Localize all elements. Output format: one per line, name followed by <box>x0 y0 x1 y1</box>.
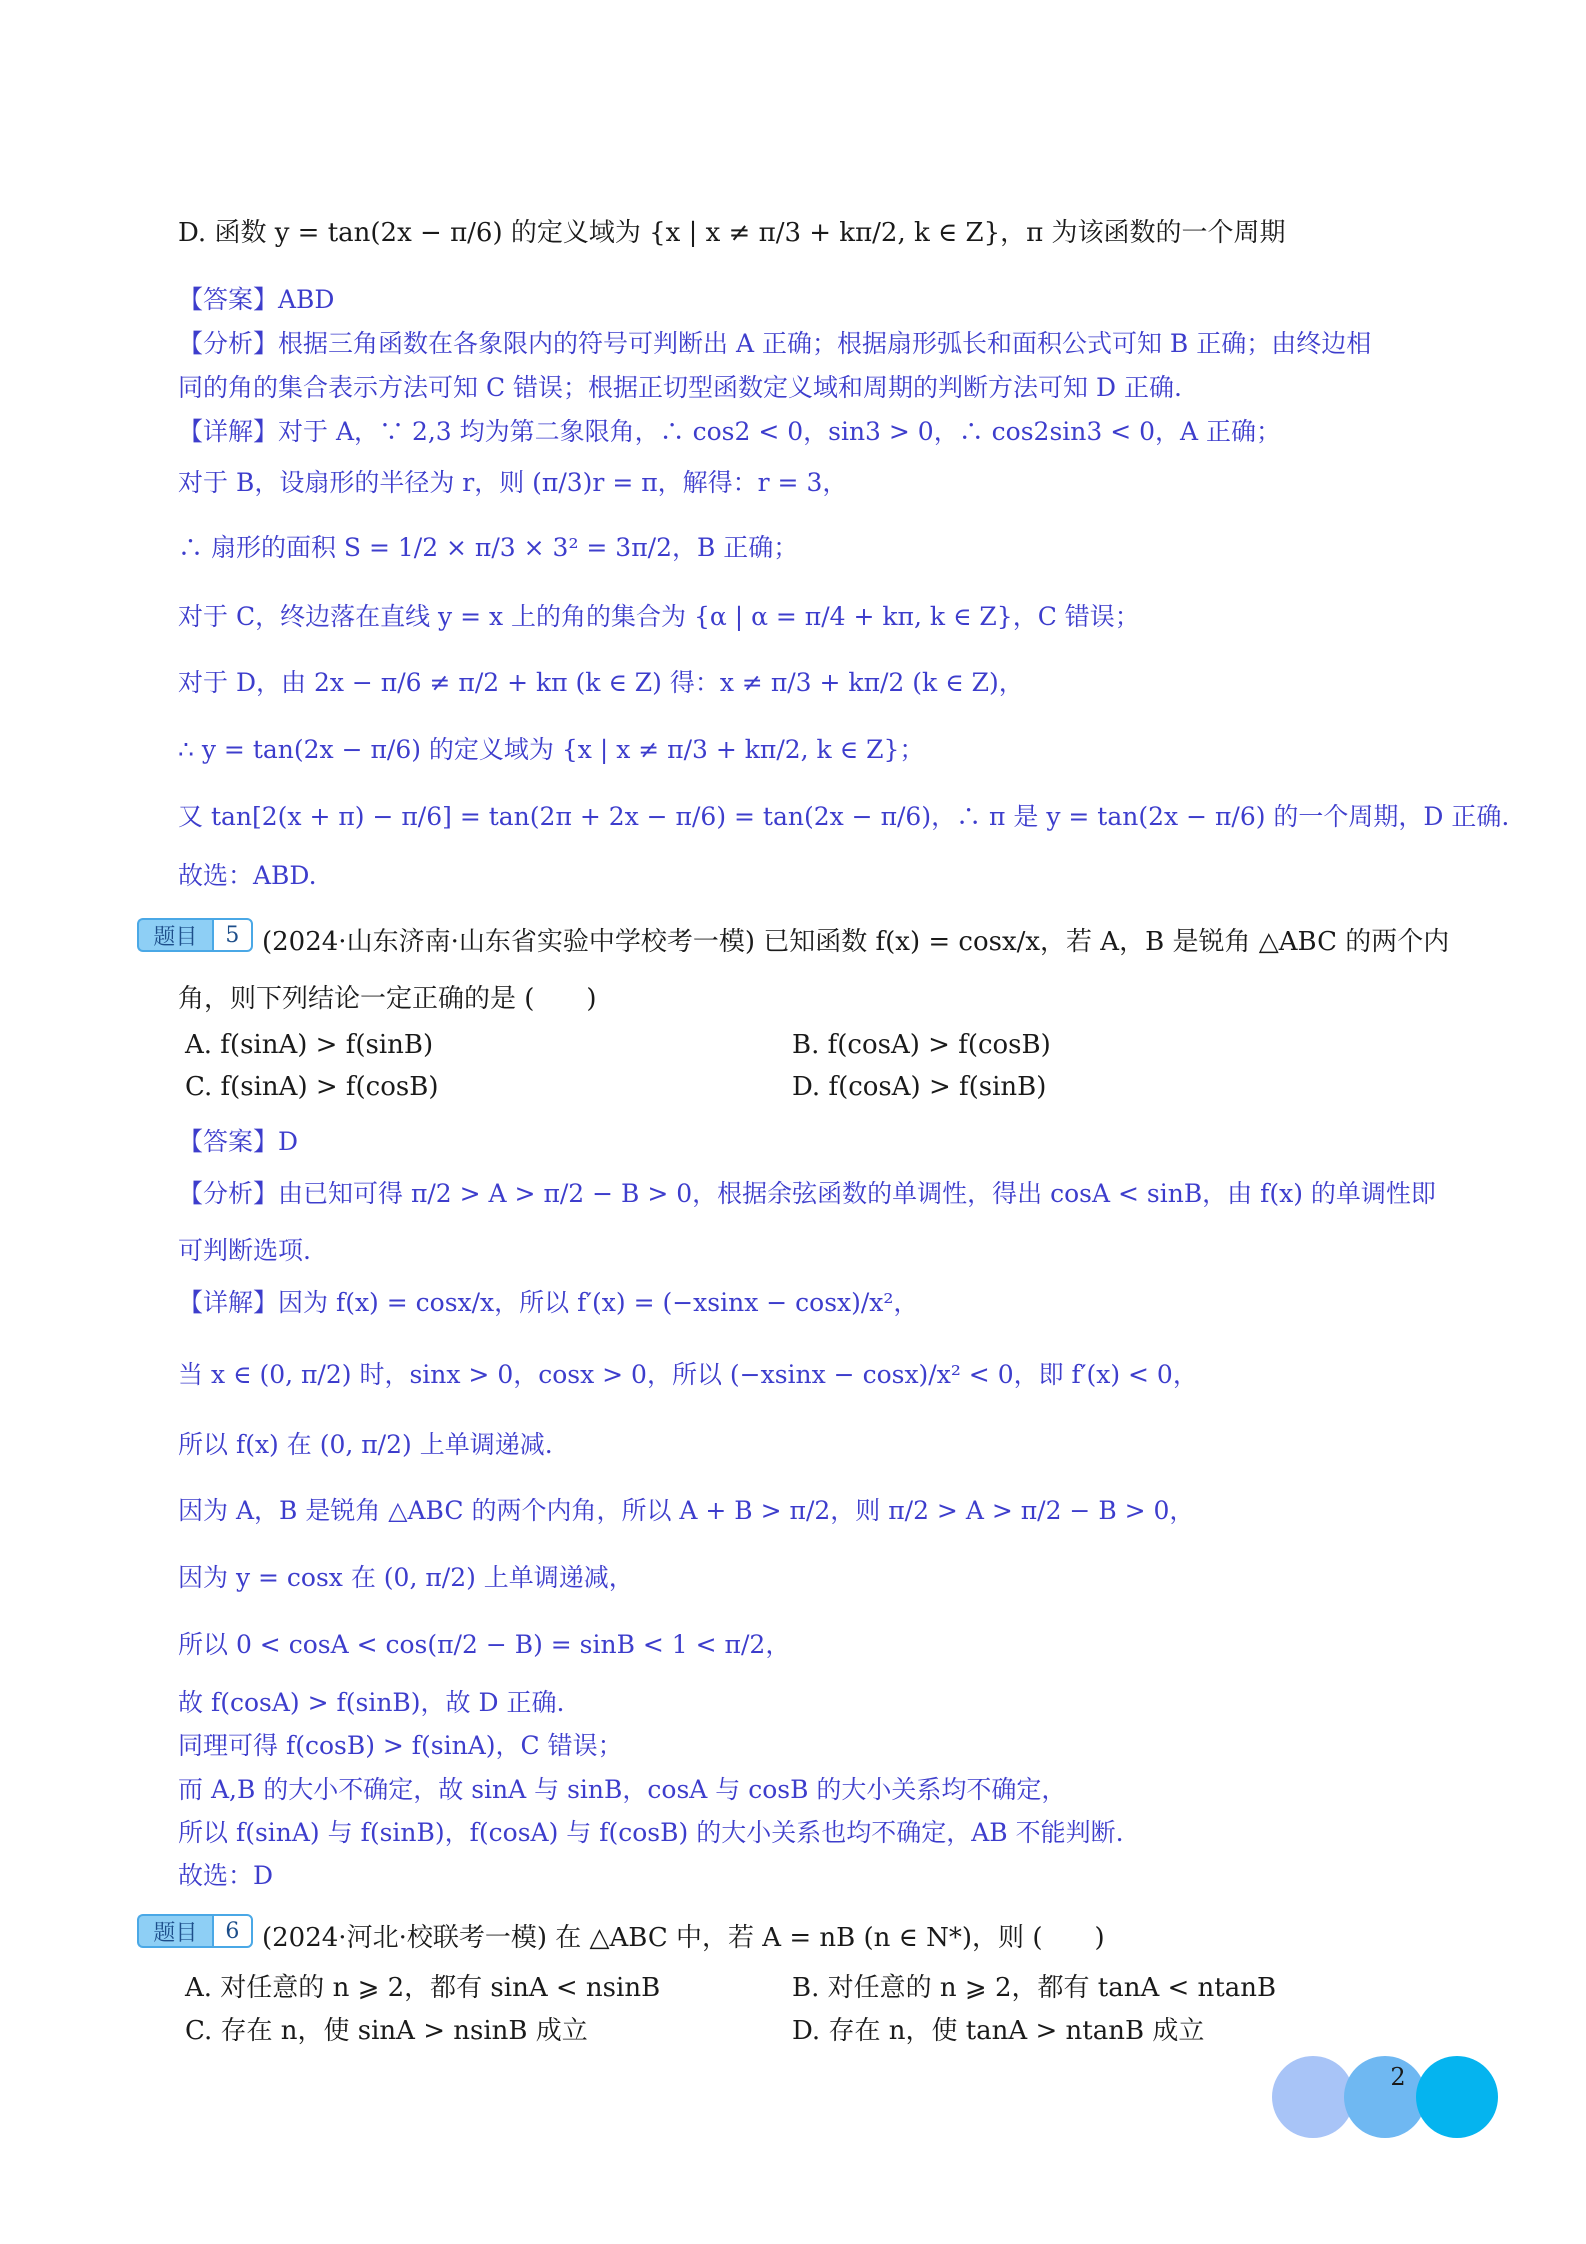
q5-badge-label: 题目 <box>137 918 212 952</box>
page-number: 2 <box>1390 2063 1406 2091</box>
q5-analysis-line-2: 可判断选项. <box>178 1236 311 1265</box>
q5-detail-line-7: 故 f(cosA) > f(sinB)，故 D 正确. <box>178 1688 565 1717</box>
q6-stem: (2024·河北·校联考一模) 在 △ABC 中，若 A = nB (n ∈ N*)，则 ( ) <box>262 1923 1105 1953</box>
q4-detail-line-2: 对于 B，设扇形的半径为 r，则 (π/3)r = π，解得：r = 3， <box>178 468 848 497</box>
q5-stem-line-2: 角，则下列结论一定正确的是 ( ) <box>178 984 597 1014</box>
q5-option-a: A. f(sinA) > f(sinB) <box>185 1030 434 1060</box>
q5-answer: 【答案】D <box>178 1127 299 1156</box>
q5-badge <box>137 918 253 952</box>
q5-detail-line-11: 故选：D <box>178 1861 274 1890</box>
q4-detail-line-3: ∴ 扇形的面积 S = 1/2 × π/3 × 3² = 3π/2，B 正确； <box>178 533 799 562</box>
q4-detail-line-7: 又 tan[2(x + π) − π/6] = tan(2π + 2x − π/6) = tan(2x − π/6)，∴ π 是 y = tan(2x − π/6) 的一个周期，D 正确. <box>178 802 1510 831</box>
q5-badge-number: 5 <box>212 918 253 952</box>
footer-circle-right <box>1416 2056 1498 2138</box>
q5-analysis-line-1: 【分析】由已知可得 π/2 > A > π/2 − B > 0，根据余弦函数的单调性，得出 cosA < sinB，由 f(x) 的单调性即 <box>178 1179 1436 1208</box>
q5-detail-line-9: 而 A,B 的大小不确定，故 sinA 与 sinB，cosA 与 cosB 的大小关系均不确定， <box>178 1775 1067 1804</box>
q6-option-d: D. 存在 n，使 tanA > ntanB 成立 <box>792 2016 1205 2046</box>
q5-detail-line-3: 所以 f(x) 在 (0, π/2) 上单调递减. <box>178 1430 553 1459</box>
q5-detail-line-6: 所以 0 < cosA < cos(π/2 − B) = sinB < 1 < π/2， <box>178 1630 791 1659</box>
q4-option-d: D. 函数 y = tan(2x − π/6) 的定义域为 {x | x ≠ π/3 + kπ/2, k ∈ Z}，π 为该函数的一个周期 <box>178 218 1286 248</box>
q5-detail-line-1: 【详解】因为 f(x) = cosx/x，所以 f′(x) = (−xsinx − cosx)/x²， <box>178 1288 919 1317</box>
q6-option-c: C. 存在 n，使 sinA > nsinB 成立 <box>185 2016 588 2046</box>
q5-option-d: D. f(cosA) > f(sinB) <box>792 1072 1047 1102</box>
q5-option-b: B. f(cosA) > f(cosB) <box>792 1030 1051 1060</box>
q5-detail-line-10: 所以 f(sinA) 与 f(sinB)，f(cosA) 与 f(cosB) 的大小关系也均不确定，AB 不能判断. <box>178 1818 1124 1847</box>
q6-option-b: B. 对任意的 n ⩾ 2，都有 tanA < ntanB <box>792 1973 1277 2003</box>
q4-analysis-line-1: 【分析】根据三角函数在各象限内的符号可判断出 A 正确；根据扇形弧长和面积公式可知 B 正确；由终边相 <box>178 329 1372 358</box>
q5-option-c: C. f(sinA) > f(cosB) <box>185 1072 439 1102</box>
q4-detail-line-5: 对于 D，由 2x − π/6 ≠ π/2 + kπ (k ∈ Z) 得：x ≠ π/3 + kπ/2 (k ∈ Z)， <box>178 668 1024 697</box>
q6-badge <box>137 1914 253 1948</box>
q6-badge-label: 题目 <box>137 1914 212 1948</box>
q6-badge-number: 6 <box>212 1914 253 1948</box>
q5-detail-line-2: 当 x ∈ (0, π/2) 时，sinx > 0，cosx > 0，所以 (−xsinx − cosx)/x² < 0，即 f′(x) < 0， <box>178 1360 1198 1389</box>
q4-answer: 【答案】ABD <box>178 285 335 314</box>
q4-analysis-line-2: 同的角的集合表示方法可知 C 错误；根据正切型函数定义域和周期的判断方法可知 D 正确. <box>178 373 1182 402</box>
q6-option-a: A. 对任意的 n ⩾ 2，都有 sinA < nsinB <box>185 1973 661 2003</box>
q4-detail-line-4: 对于 C，终边落在直线 y = x 上的角的集合为 {α | α = π/4 + kπ, k ∈ Z}，C 错误； <box>178 602 1140 631</box>
q4-detail-line-6: ∴ y = tan(2x − π/6) 的定义域为 {x | x ≠ π/3 + kπ/2, k ∈ Z}； <box>178 735 925 764</box>
footer-circle-left <box>1272 2056 1354 2138</box>
q5-detail-line-4: 因为 A，B 是锐角 △ABC 的两个内角，所以 A + B > π/2，则 π/2 > A > π/2 − B > 0， <box>178 1496 1195 1525</box>
q5-stem-line-1: (2024·山东济南·山东省实验中学校考一模) 已知函数 f(x) = cosx/x，若 A，B 是锐角 △ABC 的两个内 <box>262 927 1450 957</box>
q4-detail-line-8: 故选：ABD. <box>178 861 317 890</box>
q5-detail-line-8: 同理可得 f(cosB) > f(sinA)，C 错误； <box>178 1731 623 1760</box>
q5-detail-line-5: 因为 y = cosx 在 (0, π/2) 上单调递减， <box>178 1563 634 1592</box>
q4-detail-line-1: 【详解】对于 A，∵ 2,3 均为第二象限角，∴ cos2 < 0，sin3 > 0，∴ cos2sin3 < 0，A 正确； <box>178 417 1282 446</box>
